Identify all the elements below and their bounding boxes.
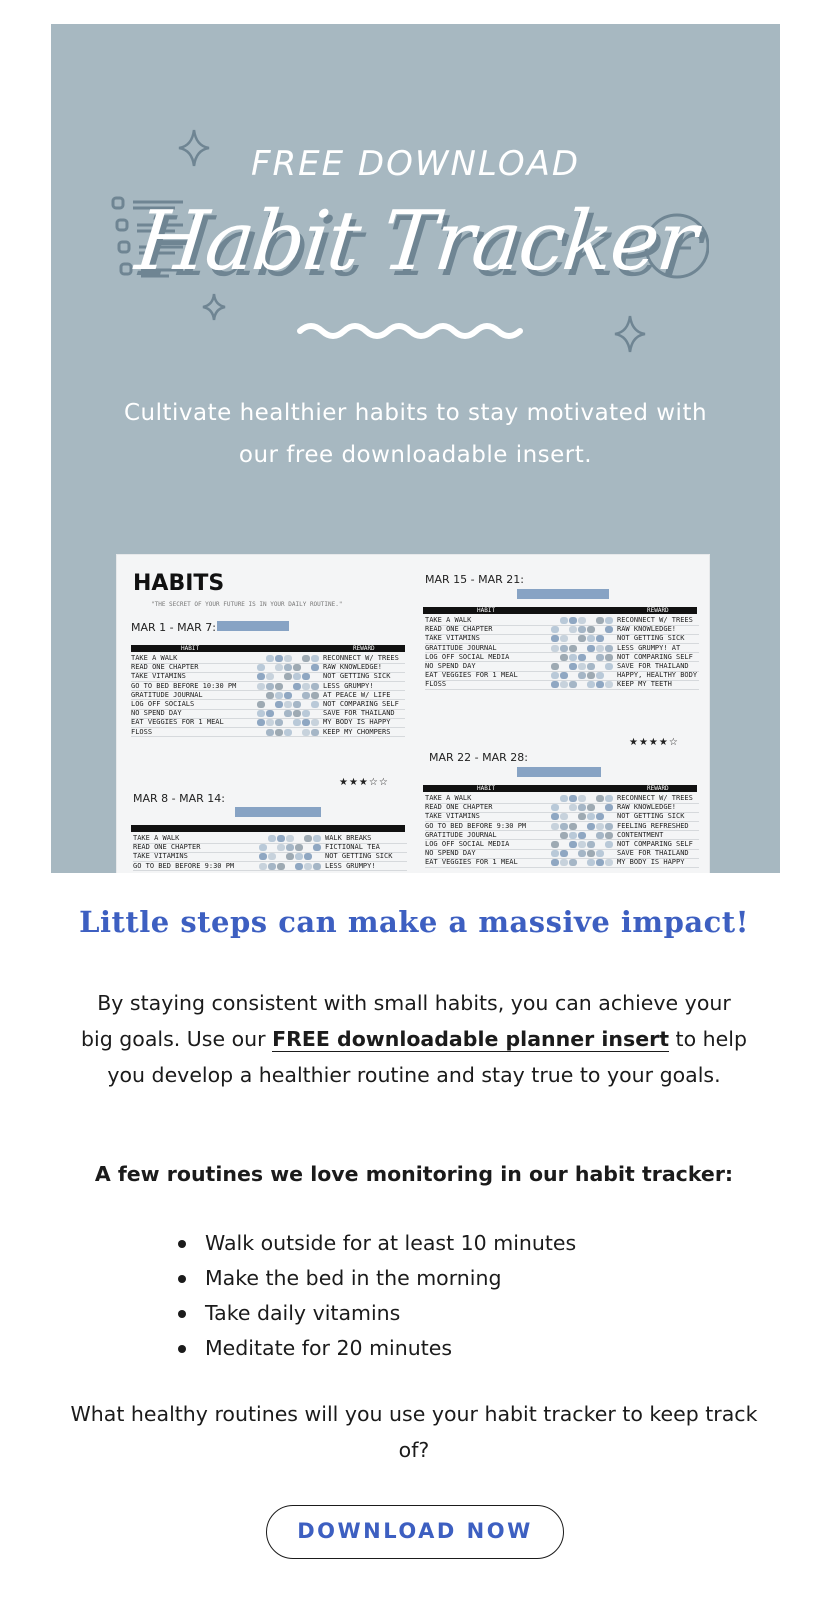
habit-checkmark [293,710,301,717]
table-rule [131,736,405,737]
reward-label: KEEP MY TEETH [617,680,672,689]
habit-row-label: LOG OFF SOCIAL MEDIA [425,652,510,661]
table-rule [133,870,407,871]
habit-row-label: GO TO BED BEFORE 9:30 PM [425,821,527,830]
preview-week-label: MAR 15 - MAR 21: [425,573,524,586]
habit-row-label: TAKE A WALK [133,834,180,842]
habit-checkmark [284,655,292,662]
preview-quote: "THE SECRET OF YOUR FUTURE IS IN YOUR DAILY ROUTINE." [151,601,343,608]
habit-checkmark [551,823,559,830]
reward-label: LESS GRUMPY! [323,681,374,690]
habit-checkmark [569,663,577,670]
habit-checkmark [569,681,577,688]
habit-checkmark [268,863,276,870]
habit-checkmark [596,645,604,652]
habit-checkmark [302,683,310,690]
habit-row-label: GRATITUDE JOURNAL [131,690,203,699]
habit-checkmark [587,859,595,866]
reward-label: CONTENTMENT [617,830,664,839]
habit-checkmark [578,654,586,661]
washi-tape [517,767,601,777]
rating-stars: ★★★★☆ [629,737,679,748]
habit-checkmark [257,710,265,717]
habit-checkmark [257,701,265,708]
reward-label: KEEP MY CHOMPERS [323,727,391,736]
habit-checkmark [551,681,559,688]
habit-checkmark [569,795,577,802]
habit-checkmark [266,655,274,662]
habit-row-label: FLOSS [425,680,447,689]
washi-tape [235,807,321,817]
list-item: Walk outside for at least 10 minutes [178,1226,576,1261]
habit-checkmark [560,654,568,661]
habit-row-label: EAT VEGGIES FOR 1 MEAL [425,858,518,867]
habit-checkmark [596,672,604,679]
table-header-label: HABIT [181,645,200,652]
habit-checkmark [605,681,613,688]
habit-row-label: TAKE A WALK [131,654,178,662]
habit-checkmark [304,863,312,870]
table-rule [425,867,699,868]
reward-label: HAPPY, HEALTHY BODY [617,671,698,680]
habit-checkmark [551,635,559,642]
habit-checkmark [304,853,312,860]
habit-checkmark [302,655,310,662]
habit-checkmark [587,823,595,830]
intro-paragraph [80,985,748,1093]
download-now-button[interactable]: DOWNLOAD NOW [266,1505,564,1559]
reward-label: LESS GRUMPY! [325,861,376,870]
habit-checkmark [578,626,586,633]
reward-label: RECONNECT W/ TREES [617,616,693,624]
habit-checkmark [275,664,283,671]
habit-checkmark [551,859,559,866]
habit-checkmark [302,710,310,717]
habit-checkmark [313,844,321,851]
habit-checkmark [578,804,586,811]
habit-checkmark [257,664,265,671]
reward-label: NOT GETTING SICK [617,634,685,643]
habit-checkmark [578,850,586,857]
habit-checkmark [605,645,613,652]
habit-checkmark [596,823,604,830]
habit-checkmark [551,850,559,857]
habit-row-label: TAKE VITAMINS [425,812,480,821]
habit-checkmark [284,729,292,736]
habit-checkmark [293,683,301,690]
reward-label: SAVE FOR THAILAND [617,849,689,858]
reward-label: FEELING REFRESHED [617,821,689,830]
hero-title: Habit Tracker [131,194,700,289]
habit-row-label: GRATITUDE JOURNAL [425,830,497,839]
habit-checkmark [311,664,319,671]
reward-label: NOT GETTING SICK [325,852,393,861]
habit-checkmark [268,853,276,860]
habit-checkmark [569,859,577,866]
reward-label: FICTIONAL TEA [325,843,380,852]
list-item: Meditate for 20 minutes [178,1331,576,1366]
habit-row-label: NO SPEND DAY [425,849,476,858]
habit-checkmark [551,804,559,811]
habit-checkmark [295,863,303,870]
habit-checkmark [266,692,274,699]
reward-label: NOT COMPARING SELF [323,700,399,708]
preview-title: HABITS [133,571,225,596]
habit-row-label: FLOSS [131,727,153,736]
habit-checkmark [560,645,568,652]
habit-checkmark [596,832,604,839]
habit-checkmark [286,835,294,842]
habit-checkmark [560,617,568,624]
habit-row-label: TAKE A WALK [425,794,472,802]
list-item: Make the bed in the morning [178,1261,576,1296]
routines-list [178,1226,576,1366]
habit-checkmark [605,617,613,624]
reward-label: SAVE FOR THAILAND [617,662,689,670]
habit-row-label: EAT VEGGIES FOR 1 MEAL [425,671,518,680]
habit-checkmark [302,729,310,736]
habit-checkmark [293,719,301,726]
habit-checkmark [578,841,586,848]
habit-checkmark [569,804,577,811]
reward-label: RAW KNOWLEDGE! [617,625,677,634]
habit-row-label: GO TO BED BEFORE 10:30 PM [131,681,237,690]
reward-label: RECONNECT W/ TREES [617,794,693,802]
habit-row-label: READ ONE CHAPTER [131,663,199,672]
habit-checkmark [311,683,319,690]
intro-text: to help you develop a healthier routine and stay true to your goals. [107,1027,747,1087]
planner-insert-link[interactable]: FREE downloadable planner insert [272,1027,670,1051]
habit-checkmark [257,673,265,680]
table-rule [425,689,699,690]
habit-checkmark [304,835,312,842]
habit-row-label: READ ONE CHAPTER [133,843,201,852]
habit-checkmark [257,683,265,690]
sparkle-icon [201,292,227,322]
habit-checkmark [578,795,586,802]
habit-checkmark [266,683,274,690]
habit-row-label: GO TO BED BEFORE 9:30 PM [133,861,235,870]
habit-checkmark [605,832,613,839]
habit-checkmark [587,850,595,857]
habit-checkmark [578,617,586,624]
habit-checkmark [560,681,568,688]
habit-checkmark [560,635,568,642]
habit-checkmark [560,813,568,820]
habit-checkmark [277,844,285,851]
habit-checkmark [569,654,577,661]
habit-checkmark [560,832,568,839]
preview-week-label: MAR 8 - MAR 14: [133,792,225,805]
habit-checkmark [551,645,559,652]
habit-checkmark [578,832,586,839]
habit-checkmark [295,844,303,851]
habit-checkmark [605,654,613,661]
habit-checkmark [311,701,319,708]
habit-checkmark [259,844,267,851]
habit-checkmark [275,729,283,736]
table-header-label: HABIT [477,785,496,792]
habit-checkmark [605,804,613,811]
habit-checkmark [275,683,283,690]
habit-checkmark [569,832,577,839]
habit-checkmark [569,841,577,848]
sparkle-icon [613,314,647,354]
habit-checkmark [578,672,586,679]
habit-checkmark [605,626,613,633]
hero-eyebrow: FREE DOWNLOAD [250,144,581,184]
habit-checkmark [587,813,595,820]
habit-checkmark [266,710,274,717]
table-header-label: REWARD [353,645,375,652]
habit-checkmark [596,681,604,688]
habit-checkmark [596,859,604,866]
habit-checkmark [311,719,319,726]
table-header [131,825,405,832]
reward-label: RAW KNOWLEDGE! [323,663,383,672]
habit-checkmark [275,692,283,699]
reward-label: MY BODY IS HAPPY [323,718,391,727]
habit-checkmark [313,863,321,870]
habit-row-label: READ ONE CHAPTER [425,625,493,634]
habit-checkmark [284,701,292,708]
reward-label: NOT GETTING SICK [617,812,685,821]
habit-checkmark [587,804,595,811]
habit-checkmark [551,672,559,679]
habit-checkmark [587,672,595,679]
hero-banner [51,24,780,873]
rating-stars: ★★★☆☆ [339,777,389,788]
habit-checkmark [295,853,303,860]
habit-checkmark [605,663,613,670]
habit-checkmark [587,635,595,642]
habit-checkmark [578,663,586,670]
habit-checkmark [569,823,577,830]
habit-checkmark [275,701,283,708]
habit-checkmark [311,655,319,662]
habit-checkmark [587,841,595,848]
reward-label: NOT COMPARING SELF [617,652,693,661]
habit-checkmark [578,813,586,820]
habit-checkmark [275,719,283,726]
habit-checkmark [551,626,559,633]
preview-week-label: MAR 22 - MAR 28: [429,751,528,764]
habit-checkmark [257,719,265,726]
habit-row-label: LOG OFF SOCIAL MEDIA [425,840,510,848]
habit-checkmark [569,645,577,652]
habit-checkmark [268,835,276,842]
closing-question: What healthy routines will you use your habit tracker to keep track of? [70,1402,758,1462]
habit-checkmark [286,853,294,860]
habit-row-label: NO SPEND DAY [425,662,476,670]
reward-label: SAVE FOR THAILAND [323,709,395,718]
habit-row-label: READ ONE CHAPTER [425,803,493,812]
habit-checkmark [266,729,274,736]
habit-checkmark [551,813,559,820]
habit-checkmark [275,655,283,662]
habit-checkmark [596,795,604,802]
habit-checkmark [293,664,301,671]
habit-checkmark [605,841,613,848]
reward-label: RECONNECT W/ TREES [323,654,399,662]
habit-checkmark [605,859,613,866]
habit-row-label: TAKE VITAMINS [425,634,480,643]
habit-row-label: LOG OFF SOCIALS [131,700,195,708]
habit-checkmark [293,701,301,708]
reward-label: NOT COMPARING SELF [617,840,693,848]
habit-checkmark [596,813,604,820]
habit-checkmark [596,850,604,857]
habit-checkmark [560,823,568,830]
washi-tape [217,621,289,631]
habit-checkmark [313,835,321,842]
habit-checkmark [551,663,559,670]
table-header-label: REWARD [647,607,669,614]
habit-row-label: TAKE A WALK [425,616,472,624]
table-header-label: REWARD [647,785,669,792]
habit-checkmark [302,692,310,699]
habit-checkmark [560,850,568,857]
habit-checkmark [284,673,292,680]
habit-checkmark [587,626,595,633]
washi-tape [517,589,609,599]
habit-checkmark [284,664,292,671]
habit-checkmark [311,692,319,699]
hero-subtitle: Cultivate healthier habits to stay motivated with our free downloadable insert. [123,400,708,468]
habit-tracker-preview-image [116,554,710,873]
reward-label: WALK BREAKS [325,834,372,842]
habit-checkmark [560,795,568,802]
habit-checkmark [560,672,568,679]
intro-text: By staying consistent with small habits, you can achieve your big goals. Use our [81,991,731,1051]
habit-checkmark [259,863,267,870]
habit-checkmark [284,710,292,717]
table-header-label: HABIT [477,607,496,614]
habit-row-label: NO SPEND DAY [131,709,182,718]
reward-label: RAW KNOWLEDGE! [617,803,677,812]
reward-label: AT PEACE W/ LIFE [323,690,391,699]
list-item: Take daily vitamins [178,1296,576,1331]
habit-row-label: TAKE VITAMINS [131,672,186,681]
habit-checkmark [302,673,310,680]
habit-checkmark [569,617,577,624]
habit-checkmark [266,673,274,680]
habit-checkmark [259,853,267,860]
habit-row-label: GRATITUDE JOURNAL [425,643,497,652]
preview-week-label: MAR 1 - MAR 7: [131,621,216,634]
wave-divider [296,319,524,343]
habit-checkmark [302,719,310,726]
habit-checkmark [596,617,604,624]
habit-row-label: EAT VEGGIES FOR 1 MEAL [131,718,224,727]
reward-label: LESS GRUMPY! AT [617,643,681,652]
habit-checkmark [569,626,577,633]
habit-checkmark [286,844,294,851]
reward-label: NOT GETTING SICK [323,672,391,681]
habit-checkmark [560,859,568,866]
habit-checkmark [596,654,604,661]
routines-heading: A few routines we love monitoring in our habit tracker: [94,1162,734,1186]
habit-checkmark [578,635,586,642]
habit-checkmark [551,841,559,848]
habit-checkmark [311,729,319,736]
headline: Little steps can make a massive impact! [79,905,749,939]
habit-checkmark [277,835,285,842]
habit-checkmark [293,673,301,680]
habit-row-label: TAKE VITAMINS [133,852,188,861]
habit-checkmark [587,663,595,670]
habit-checkmark [596,635,604,642]
reward-label: MY BODY IS HAPPY [617,858,685,867]
habit-checkmark [284,692,292,699]
habit-checkmark [605,795,613,802]
habit-checkmark [587,681,595,688]
habit-checkmark [266,719,274,726]
habit-checkmark [277,863,285,870]
habit-checkmark [587,645,595,652]
habit-checkmark [605,823,613,830]
